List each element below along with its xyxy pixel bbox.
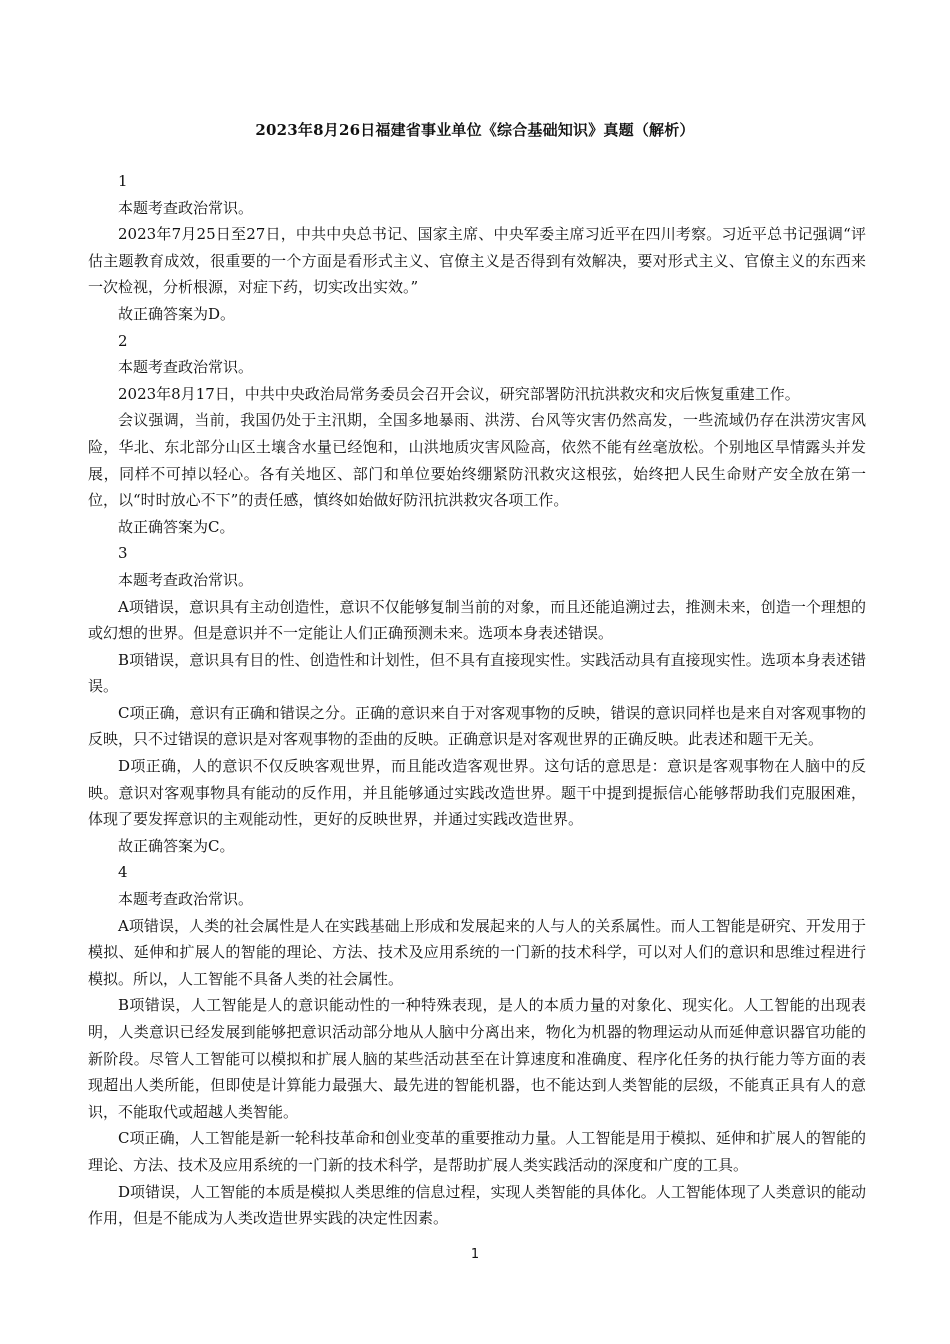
answer-line: 故正确答案为D。 — [118, 304, 236, 323]
paragraph: 本题考查政治常识。 — [118, 570, 254, 589]
page-number: 1 — [470, 1247, 480, 1262]
paragraph: 本题考查政治常识。 — [118, 198, 254, 217]
paragraph: 本题考查政治常识。 — [118, 890, 254, 909]
option-analysis: B项错误，意识具有目的性、创造性和计划性，但不具有直接现实性。实践活动具有直接现实性。选项本身表述错误。 — [88, 650, 866, 696]
option-analysis: A项错误，人类的社会属性是人在实践基础上形成和发展起来的人与人的关系属性。而人工智能是研究、开发用于模拟、延伸和扩展人的智能的理论、方法、技术及应用系统的一门新的技术科学，可以对人们的意识和思维过程进行模拟。所以，人工智能不具备人类的社会属性。 — [88, 916, 866, 988]
option-analysis: C项正确，意识有正确和错误之分。正确的意识来自于对客观事物的反映，错误的意识同样也是来自对客观事物的反映，只不过错误的意识是对客观事物的歪曲的反映。正确意识是对客观世界的正确反映。此表述和题干无关。 — [88, 703, 866, 749]
option-analysis: A项错误，意识具有主动创造性，意识不仅能够复制当前的对象，而且还能追溯过去，推测未来，创造一个理想的或幻想的世界。但是意识并不一定能让人们正确预测未来。选项本身表述错误。 — [88, 597, 866, 643]
question-number: 4 — [118, 863, 128, 882]
paragraph: 2023年7月25日至27日，中共中央总书记、国家主席、中央军委主席习近平在四川考察。习近平总书记强调“评估主题教育成效，很重要的一个方面是看形式主义、官僚主义是否得到有效解决，要对形式主义、官僚主义的东西来一次检视，分析根源，对症下药，切实改出实效。” — [88, 225, 866, 297]
answer-line: 故正确答案为C。 — [118, 836, 235, 855]
paragraph: 本题考查政治常识。 — [118, 358, 254, 377]
option-analysis: D项错误，人工智能的本质是模拟人类思维的信息过程，实现人类智能的具体化。人工智能体现了人类意识的能动作用，但是不能成为人类改造世界实践的决定性因素。 — [88, 1182, 866, 1228]
question-number: 3 — [118, 544, 128, 563]
paragraph: 2023年8月17日，中共中央政治局常务委员会召开会议，研究部署防汛抗洪救灾和灾后恢复重建工作。 — [118, 384, 800, 403]
option-analysis: B项错误，人工智能是人的意识能动性的一种特殊表现，是人的本质力量的对象化、现实化。人工智能的出现表明，人类意识已经发展到能够把意识活动部分地从人脑中分离出来，物化为机器的物理运动从而延伸意识器官功能的新阶段。尽管人工智能可以模拟和扩展人脑的某些活动甚至在计算速度和准确度、程序化任务的执行能力等方面的表现超出人类所能，但即使是计算能力最强大、最先进的智能机器，也不能达到人类智能的层级，不能真正具有人的意识，不能取代或超越人类智能。 — [88, 996, 866, 1121]
document-body — [88, 168, 866, 1232]
question-number: 1 — [118, 172, 128, 190]
document-title: 2023年8月26日福建省事业单位《综合基础知识》真题（解析） — [255, 121, 695, 139]
answer-line: 故正确答案为C。 — [118, 517, 235, 536]
question-number: 2 — [118, 331, 128, 350]
option-analysis: C项正确，人工智能是新一轮科技革命和创业变革的重要推动力量。人工智能是用于模拟、延伸和扩展人的智能的理论、方法、技术及应用系统的一门新的技术科学，是帮助扩展人类实践活动的深度和广度的工具。 — [88, 1129, 866, 1174]
paragraph: 会议强调，当前，我国仍处于主汛期，全国多地暴雨、洪涝、台风等灾害仍然高发，一些流域仍存在洪涝灾害风险，华北、东北部分山区土壤含水量已经饱和，山洪地质灾害风险高，依然不能有丝毫放松。个别地区旱情露头并发展，同样不可掉以轻心。各有关地区、部门和单位要始终绷紧防汛救灾这根弦，始终把人民生命财产安全放在第一位，以“时时放心不下”的责任感，慎终如始做好防汛抗洪救灾各项工作。 — [88, 411, 866, 510]
option-analysis: D项正确，人的意识不仅反映客观世界，而且能改造客观世界。这句话的意思是：意识是客观事物在人脑中的反映。意识对客观事物具有能动的反作用，并且能够通过实践改造世界。题干中提到提振信心能够帮助我们克服困难，体现了要发挥意识的主观能动性，更好的反映世界，并通过实践改造世界。 — [88, 757, 866, 829]
